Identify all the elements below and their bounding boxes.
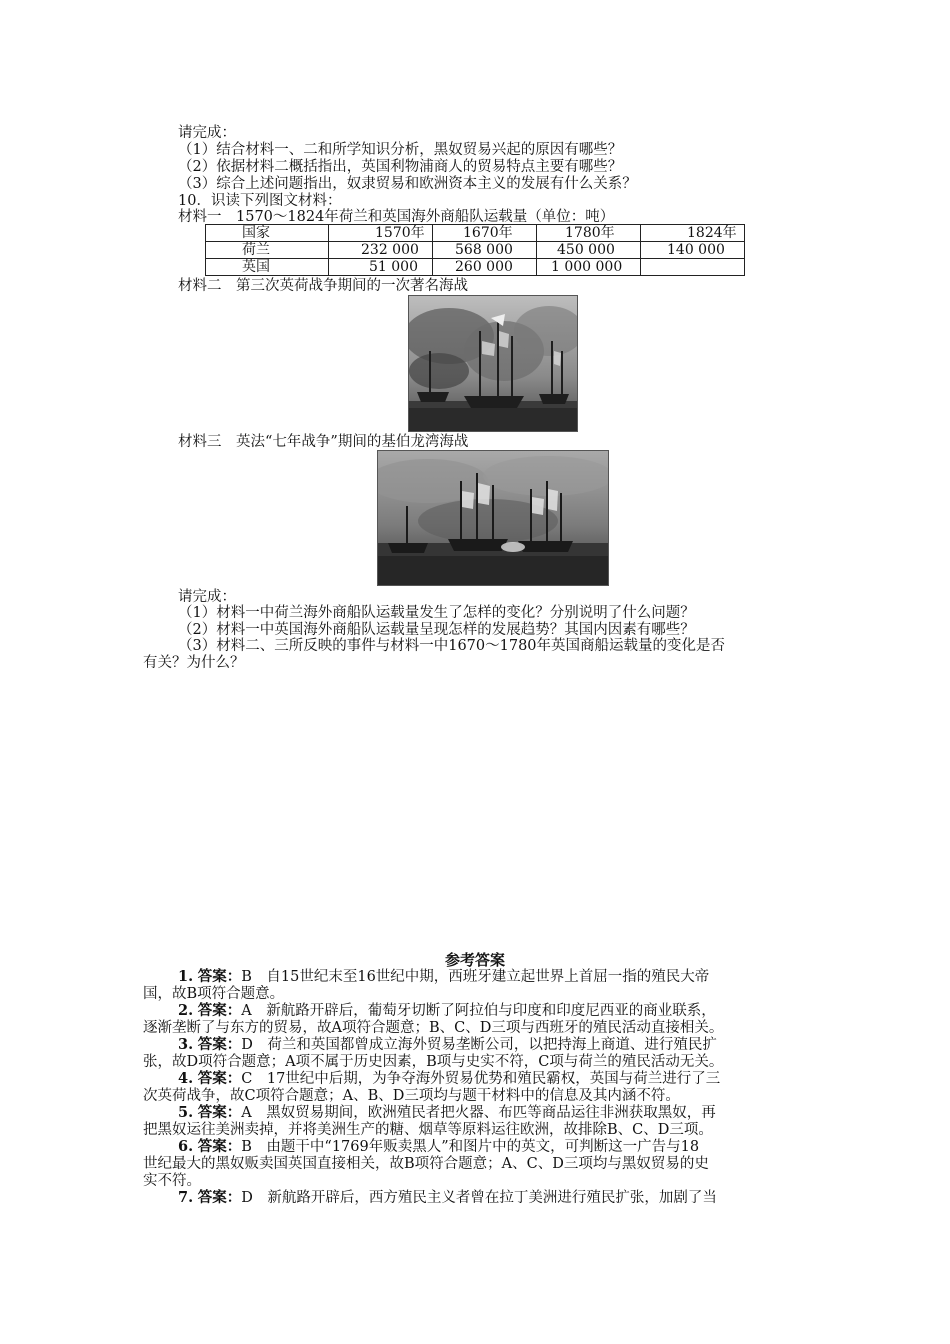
answer-3-cont: 张，故D项符合题意；A项不属于历史因素，B项与史实不符，C项与荷兰的殖民活动无关。 [143,1054,724,1070]
answer-text: 由题干中“1769年贩卖黑人”和图片中的英文，可判断这一广告与18 [266,1139,700,1155]
table-cell [641,259,745,276]
answer-6-cont-2: 实不符。 [143,1173,201,1189]
answer-number: 1. [178,968,194,985]
answer-2 [178,1002,716,1020]
table-cell: 232 000 [329,242,433,259]
table-header-row [206,225,745,242]
answer-label: 答案： [197,1104,242,1121]
answer-4 [178,1070,720,1088]
answer-letter: A [241,1003,252,1019]
table-row [206,259,745,276]
answer-number: 2. [178,1002,194,1019]
answer-number: 4. [178,1070,194,1087]
q9-item-1: （1）结合材料一、二和所学知识分析，黑奴贸易兴起的原因有哪些？ [178,142,623,158]
answer-text: 新航路开辟后，西方殖民主义者曾在拉丁美洲进行殖民扩张，加剧了当 [267,1190,717,1206]
answer-number: 5. [178,1104,194,1121]
answer-5 [178,1104,716,1122]
table-cell: 51 000 [329,259,433,276]
answer-text: 荷兰和英国都曾成立海外贸易垄断公司，以把持海上商道、进行殖民扩 [267,1037,717,1053]
q9-item-2: （2）依据材料二概括指出，英国利物浦商人的贸易特点主要有哪些？ [178,159,623,175]
answer-number: 7. [178,1189,194,1206]
table-cell: 1824年 [641,225,745,242]
q10-material2: 材料二 第三次英荷战争期间的一次著名海战 [178,278,468,294]
q9-prompt: 请完成： [178,125,236,141]
answer-key-title: 参考答案 [444,951,505,969]
q10-material3: 材料三 英法“七年战争”期间的基伯龙湾海战 [178,434,469,450]
answer-4-cont: 次英荷战争，故C项符合题意；A、B、D三项均与题干材料中的信息及其内涵不符。 [143,1088,680,1104]
answer-6-cont: 世纪最大的黑奴贩卖国英国直接相关，故B项符合题意；A、C、D三项均与黑奴贸易的史 [143,1156,709,1172]
answer-letter: A [241,1105,252,1121]
q9-item-3: （3）综合上述问题指出，奴隶贸易和欧洲资本主义的发展有什么关系？ [178,176,637,192]
table-cell: 1670年 [433,225,537,242]
answer-1 [178,968,709,986]
answer-text: 新航路开辟后，葡萄牙切断了阿拉伯与印度和印度尼西亚的商业联系， [266,1003,716,1019]
table-cell: 国家 [206,225,329,242]
shipping-table [205,224,745,276]
table-cell: 1570年 [329,225,433,242]
answer-letter: D [241,1037,253,1053]
answer-1-cont: 国，故B项符合题意。 [143,986,285,1002]
answer-3 [178,1036,717,1054]
answer-5-cont: 把黑奴运往美洲卖掉，并将美洲生产的糖、烟草等原料运往欧洲，故排除B、C、D三项。 [143,1122,713,1138]
table-cell: 450 000 [537,242,641,259]
answer-2-cont: 逐渐垄断了与东方的贸易，故A项符合题意；B、C、D三项与西班牙的殖民活动直接相关。 [143,1020,724,1036]
table-cell: 英国 [206,259,329,276]
answer-label: 答案： [197,1002,242,1019]
q10-item-3-cont: 有关？为什么？ [143,655,245,671]
answer-number: 3. [178,1036,194,1053]
table-cell: 260 000 [433,259,537,276]
answer-label: 答案： [197,1036,242,1053]
table-cell: 1 000 000 [537,259,641,276]
q10-prompt: 请完成： [178,589,236,605]
answer-label: 答案： [197,1138,242,1155]
table-cell: 1780年 [537,225,641,242]
answer-number: 6. [178,1138,194,1155]
answer-7 [178,1189,717,1207]
answer-text: 17世纪中后期，为争夺海外贸易优势和殖民霸权，英国与荷兰进行了三 [266,1071,721,1087]
q10-item-2: （2）材料一中英国海外商船队运载量呈现怎样的发展趋势？其国内因素有哪些？ [178,622,695,638]
answer-label: 答案： [197,1070,242,1087]
table-cell: 568 000 [433,242,537,259]
answer-6 [178,1138,699,1156]
naval-battle-photo [408,295,578,432]
table-cell: 140 000 [641,242,745,259]
q10-item-1: （1）材料一中荷兰海外商船队运载量发生了怎样的变化？分别说明了什么问题？ [178,605,695,621]
q10-title: 10．识读下列图文材料： [178,193,342,209]
answer-letter: B [241,1139,252,1155]
answer-text: 黑奴贸易期间，欧洲殖民者把火器、布匹等商品运往非洲获取黑奴，再 [266,1105,716,1121]
q10-item-3: （3）材料二、三所反映的事件与材料一中1670～1780年英国商船运载量的变化是否 [178,638,726,654]
table-row [206,242,745,259]
q10-material1: 材料一 1570～1824年荷兰和英国海外商船队运载量（单位：吨） [178,209,615,225]
answer-letter: B [241,969,252,985]
quiberon-bay-battle-photo [377,450,609,586]
answer-label: 答案： [197,968,242,985]
answer-text: 自15世纪末至16世纪中期，西班牙建立起世界上首屈一指的殖民大帝 [266,969,710,985]
answer-letter: D [241,1190,253,1206]
answer-letter: C [241,1071,253,1087]
table-cell: 荷兰 [206,242,329,259]
answer-label: 答案： [197,1189,242,1206]
